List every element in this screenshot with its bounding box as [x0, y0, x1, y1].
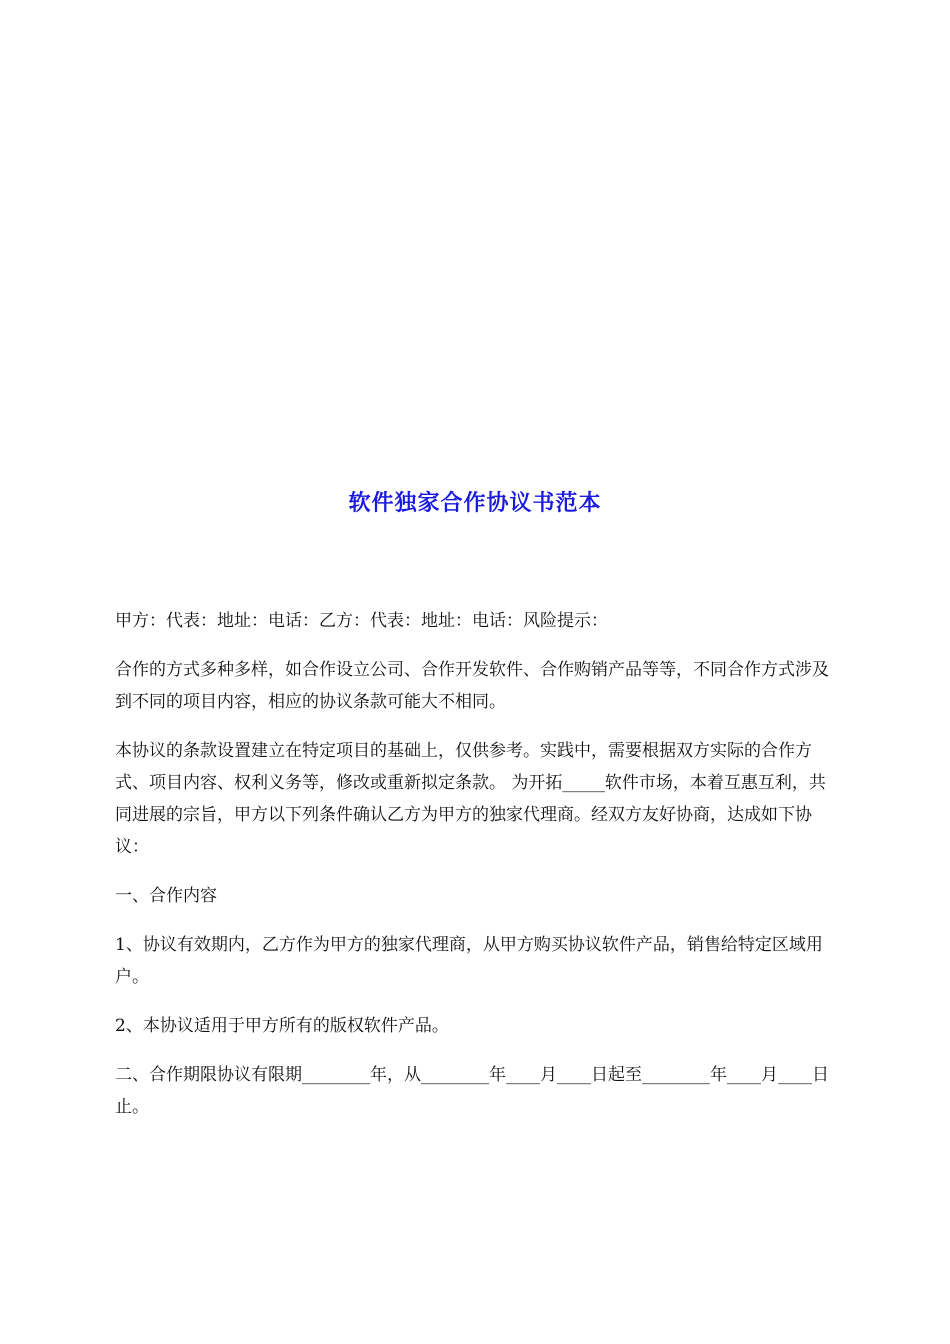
- document-title: 软件独家合作协议书范本: [348, 490, 602, 516]
- section-cooperation-term: 二、合作期限协议有限期________年，从________年____月____日起至________年____月____日止。: [115, 1065, 829, 1117]
- section-heading-cooperation-content: 一、合作内容: [115, 886, 217, 906]
- clause-1: 1、协议有效期内，乙方作为甲方的独家代理商，从甲方购买协议软件产品，销售给特定区域用户。: [115, 935, 823, 987]
- paragraph-purpose: 本协议的条款设置建立在特定项目的基础上，仅供参考。实践中，需要根据双方实际的合作方式、项目内容、权利义务等，修改或重新拟定条款。 为开拓_____软件市场，本着互惠互利，共同进展的宗旨，甲方以下列条件确认乙方为甲方的独家代理商。经双方友好协商，达成如下协议：: [115, 741, 826, 857]
- paragraph-risk-note: 合作的方式多种多样，如合作设立公司、合作开发软件、合作购销产品等等，不同合作方式涉及到不同的项目内容，相应的协议条款可能大不相同。: [115, 660, 829, 712]
- clause-2: 2、本协议适用于甲方所有的版权软件产品。: [115, 1016, 449, 1036]
- document-body: [115, 605, 840, 1140]
- paragraph-parties: 甲方：代表：地址：电话：乙方：代表：地址：电话：风险提示：: [115, 611, 608, 631]
